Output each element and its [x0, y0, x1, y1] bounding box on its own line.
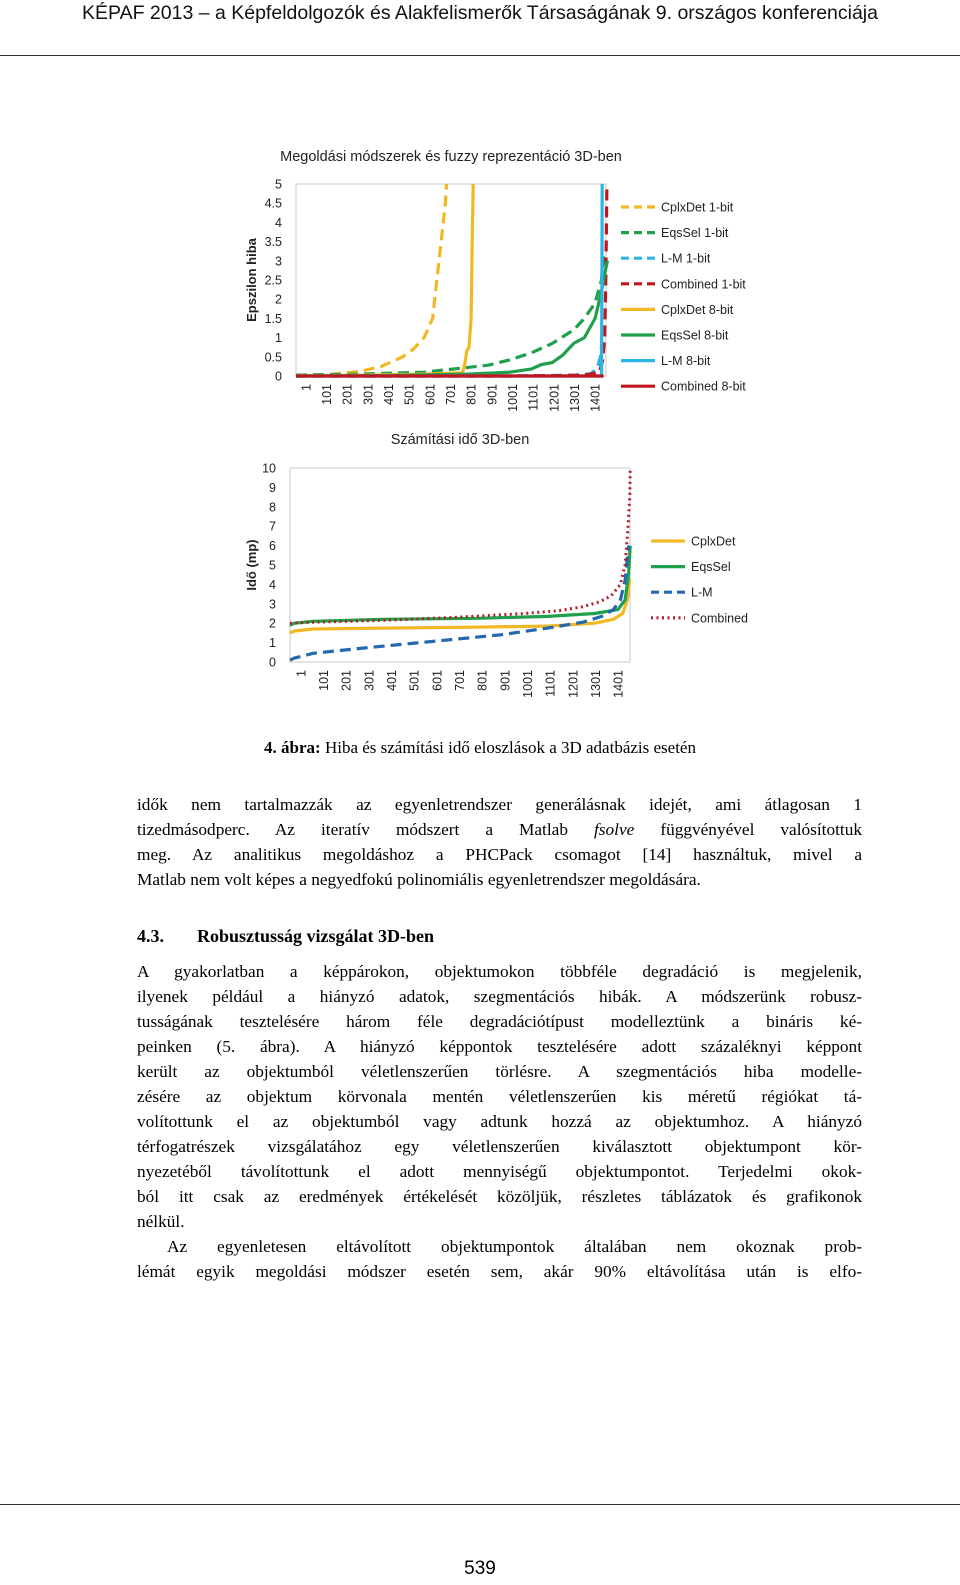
paragraph-line: Matlab nem volt képes a negyedfokú polinomiális egyenletrendszer megoldására.	[137, 870, 701, 889]
legend-label: CplxDet	[691, 534, 736, 549]
paragraph-line: került az objektumból véletlenszerűen törlésre. A szegmentációs hiba modelle-	[137, 1062, 862, 1081]
y-tick-label: 10	[262, 461, 276, 476]
paragraph-line: nélkül.	[137, 1212, 185, 1231]
page-number: 539	[464, 1558, 496, 1579]
legend-label: L-M 1-bit	[661, 251, 711, 266]
series-line-eqssel	[290, 546, 630, 626]
y-tick-label: 0	[275, 369, 282, 384]
paragraph-line: Az egyenletesen eltávolított objektumpontok általában nem okoznak prob-	[167, 1237, 862, 1256]
x-tick-label: 801	[464, 384, 479, 405]
paragraph-line: tusságának tesztelésére három féle degradációtípust modelleztünk a bináris ké-	[137, 1012, 862, 1031]
y-tick-label: 4.5	[264, 196, 282, 211]
x-tick-label: 1401	[611, 670, 626, 698]
figure-caption-text: Hiba és számítási idő eloszlások a 3D adatbázis esetén	[324, 738, 696, 757]
section-heading	[137, 926, 434, 947]
paragraph-line: térfogatrészek vizsgálatához egy véletlenszerűen kiválasztott objektumpont kör-	[137, 1137, 862, 1156]
y-tick-label: 4	[269, 577, 276, 592]
x-tick-label: 1201	[547, 384, 562, 412]
x-tick-label: 201	[339, 670, 354, 691]
legend-label: EqsSel	[691, 560, 731, 575]
y-tick-label: 5	[275, 177, 282, 192]
x-tick-label: 101	[320, 384, 334, 405]
y-tick-label: 0	[269, 655, 276, 670]
chart-epsilon-error	[0, 140, 960, 430]
x-tick-label: 301	[361, 384, 376, 405]
y-tick-label: 3	[275, 254, 282, 269]
y-tick-label: 2.5	[264, 273, 282, 288]
paragraph-line: zésére az objektum körvonala mentén véletlenszerűen kis méretű régiókat tá-	[137, 1087, 862, 1106]
legend-label: Combined 8-bit	[661, 379, 746, 394]
figure-caption-label: 4. ábra:	[264, 738, 321, 757]
paragraph-line: A gyakorlatban a képpárokon, objektumokon többféle degradáció is megjelenik,	[137, 962, 862, 981]
y-tick-label: 0.5	[264, 350, 282, 365]
series-line-cplxdet-1-bit	[296, 184, 447, 375]
section-title: Robusztusság vizsgálat 3D-ben	[197, 926, 435, 946]
x-tick-label: 1301	[589, 670, 603, 698]
legend-label: L-M 8-bit	[661, 354, 711, 369]
y-tick-label: 7	[269, 519, 276, 534]
series-line-cplxdet	[290, 579, 630, 633]
x-tick-label: 1101	[543, 670, 558, 697]
y-axis-label: Idő (mp)	[244, 539, 259, 591]
y-tick-label: 4	[275, 215, 282, 230]
paragraph-line: lémát egyik megoldási módszer esetén sem, akár 90% eltávolítása után is elfo-	[137, 1262, 862, 1281]
series-line-l-m-8-bit	[296, 184, 602, 376]
paragraph-line: volítottunk el az objektumból vagy adtunk hozzá az objektumhoz. A hiányzó	[137, 1112, 862, 1131]
paragraph-line	[137, 817, 862, 842]
footer-rule	[0, 1504, 960, 1505]
x-tick-label: 901	[485, 384, 500, 405]
paragraph-2	[137, 959, 862, 1234]
plot-area	[296, 184, 606, 376]
x-tick-label: 501	[402, 384, 417, 405]
x-tick-label: 301	[362, 670, 377, 691]
x-tick-label: 1	[299, 384, 314, 391]
paragraph-line: idők nem tartalmazzák az egyenletrendszer generálásnak idejét, ami átlagosan 1	[137, 795, 862, 814]
y-tick-label: 2	[269, 616, 276, 631]
legend-label: EqsSel 8-bit	[661, 328, 729, 343]
x-tick-label: 201	[340, 384, 355, 405]
legend-label: CplxDet 8-bit	[661, 302, 734, 317]
series-line-combined-1-bit	[296, 184, 607, 376]
figure-caption	[0, 738, 960, 758]
chart-computation-time	[0, 425, 960, 715]
x-tick-label: 1001	[521, 670, 535, 698]
x-tick-label: 401	[385, 670, 399, 691]
x-tick-label: 401	[382, 384, 396, 405]
x-tick-label: 601	[423, 384, 438, 405]
x-tick-label: 501	[407, 670, 422, 691]
chart-title: Számítási idő 3D-ben	[390, 432, 530, 448]
y-tick-label: 2	[275, 292, 282, 307]
plot-area	[290, 468, 630, 662]
series-line-cplxdet-8-bit	[296, 184, 473, 376]
chart-title: Megoldási módszerek és fuzzy reprezentáció 3D-ben	[280, 149, 622, 165]
paragraph-line-text: tizedmásodperc. Az iteratív módszert a Matlab	[137, 820, 594, 839]
paragraph-line: meg. Az analitikus megoldáshoz a PHCPack csomagot [14] használtuk, mivel a	[137, 845, 862, 864]
series-line-eqssel-8-bit	[296, 261, 608, 376]
paragraph-line-text: függvényével valósítottuk	[634, 820, 862, 839]
y-tick-label: 1.5	[264, 311, 282, 326]
paragraph-3	[137, 1234, 862, 1284]
paragraph-line: peinken (5. ábra). A hiányzó képpontok tesztelésére adott százaléknyi képpont	[137, 1037, 862, 1056]
legend-label: L-M	[691, 585, 713, 600]
paragraph-line: nyezetéből távolítottunk el adott mennyiségű objektumpontot. Terjedelmi okok-	[137, 1162, 862, 1181]
x-tick-label: 1	[294, 670, 309, 677]
y-tick-label: 3.5	[264, 235, 282, 250]
legend-label: Combined	[691, 611, 748, 626]
y-tick-label: 5	[269, 558, 276, 573]
y-tick-label: 9	[269, 480, 276, 495]
x-tick-label: 1101	[526, 384, 541, 411]
x-tick-label: 1001	[506, 384, 520, 412]
legend-label: CplxDet 1-bit	[661, 200, 734, 215]
x-tick-label: 901	[498, 670, 513, 691]
x-tick-label: 1301	[568, 384, 582, 412]
series-line-l-m	[290, 546, 629, 661]
x-tick-label: 101	[317, 670, 331, 691]
y-tick-label: 8	[269, 500, 276, 515]
x-tick-label: 601	[430, 670, 445, 691]
y-tick-label: 6	[269, 539, 276, 554]
legend-label: EqsSel 1-bit	[661, 226, 729, 241]
y-tick-label: 3	[269, 597, 276, 612]
legend-label: Combined 1-bit	[661, 277, 746, 292]
paragraph-line: ilyenek például a hiányzó adatok, szegmentációs hibák. A módszerünk robusz-	[137, 987, 862, 1006]
section-number: 4.3.	[137, 926, 164, 946]
fsolve-term: fsolve	[593, 820, 635, 839]
y-tick-label: 1	[275, 331, 282, 346]
series-line-combined	[290, 468, 630, 623]
x-tick-label: 1401	[588, 384, 603, 412]
header-rule	[0, 55, 960, 56]
x-tick-label: 701	[453, 670, 467, 691]
paragraph-line: ból itt csak az eredmények értékelését közöljük, részletes táblázatok és grafikonok	[137, 1187, 862, 1206]
y-tick-label: 1	[269, 636, 276, 651]
running-header: KÉPAF 2013 – a Képfeldolgozók és Alakfelismerők Társaságának 9. országos konferenciája	[82, 2, 878, 24]
series-line-eqssel-1-bit	[296, 253, 604, 375]
y-axis-label: Epszilon hiba	[244, 238, 259, 322]
x-tick-label: 701	[444, 384, 458, 405]
x-tick-label: 1201	[566, 670, 581, 698]
paragraph-1	[137, 792, 862, 892]
x-tick-label: 801	[475, 670, 490, 691]
